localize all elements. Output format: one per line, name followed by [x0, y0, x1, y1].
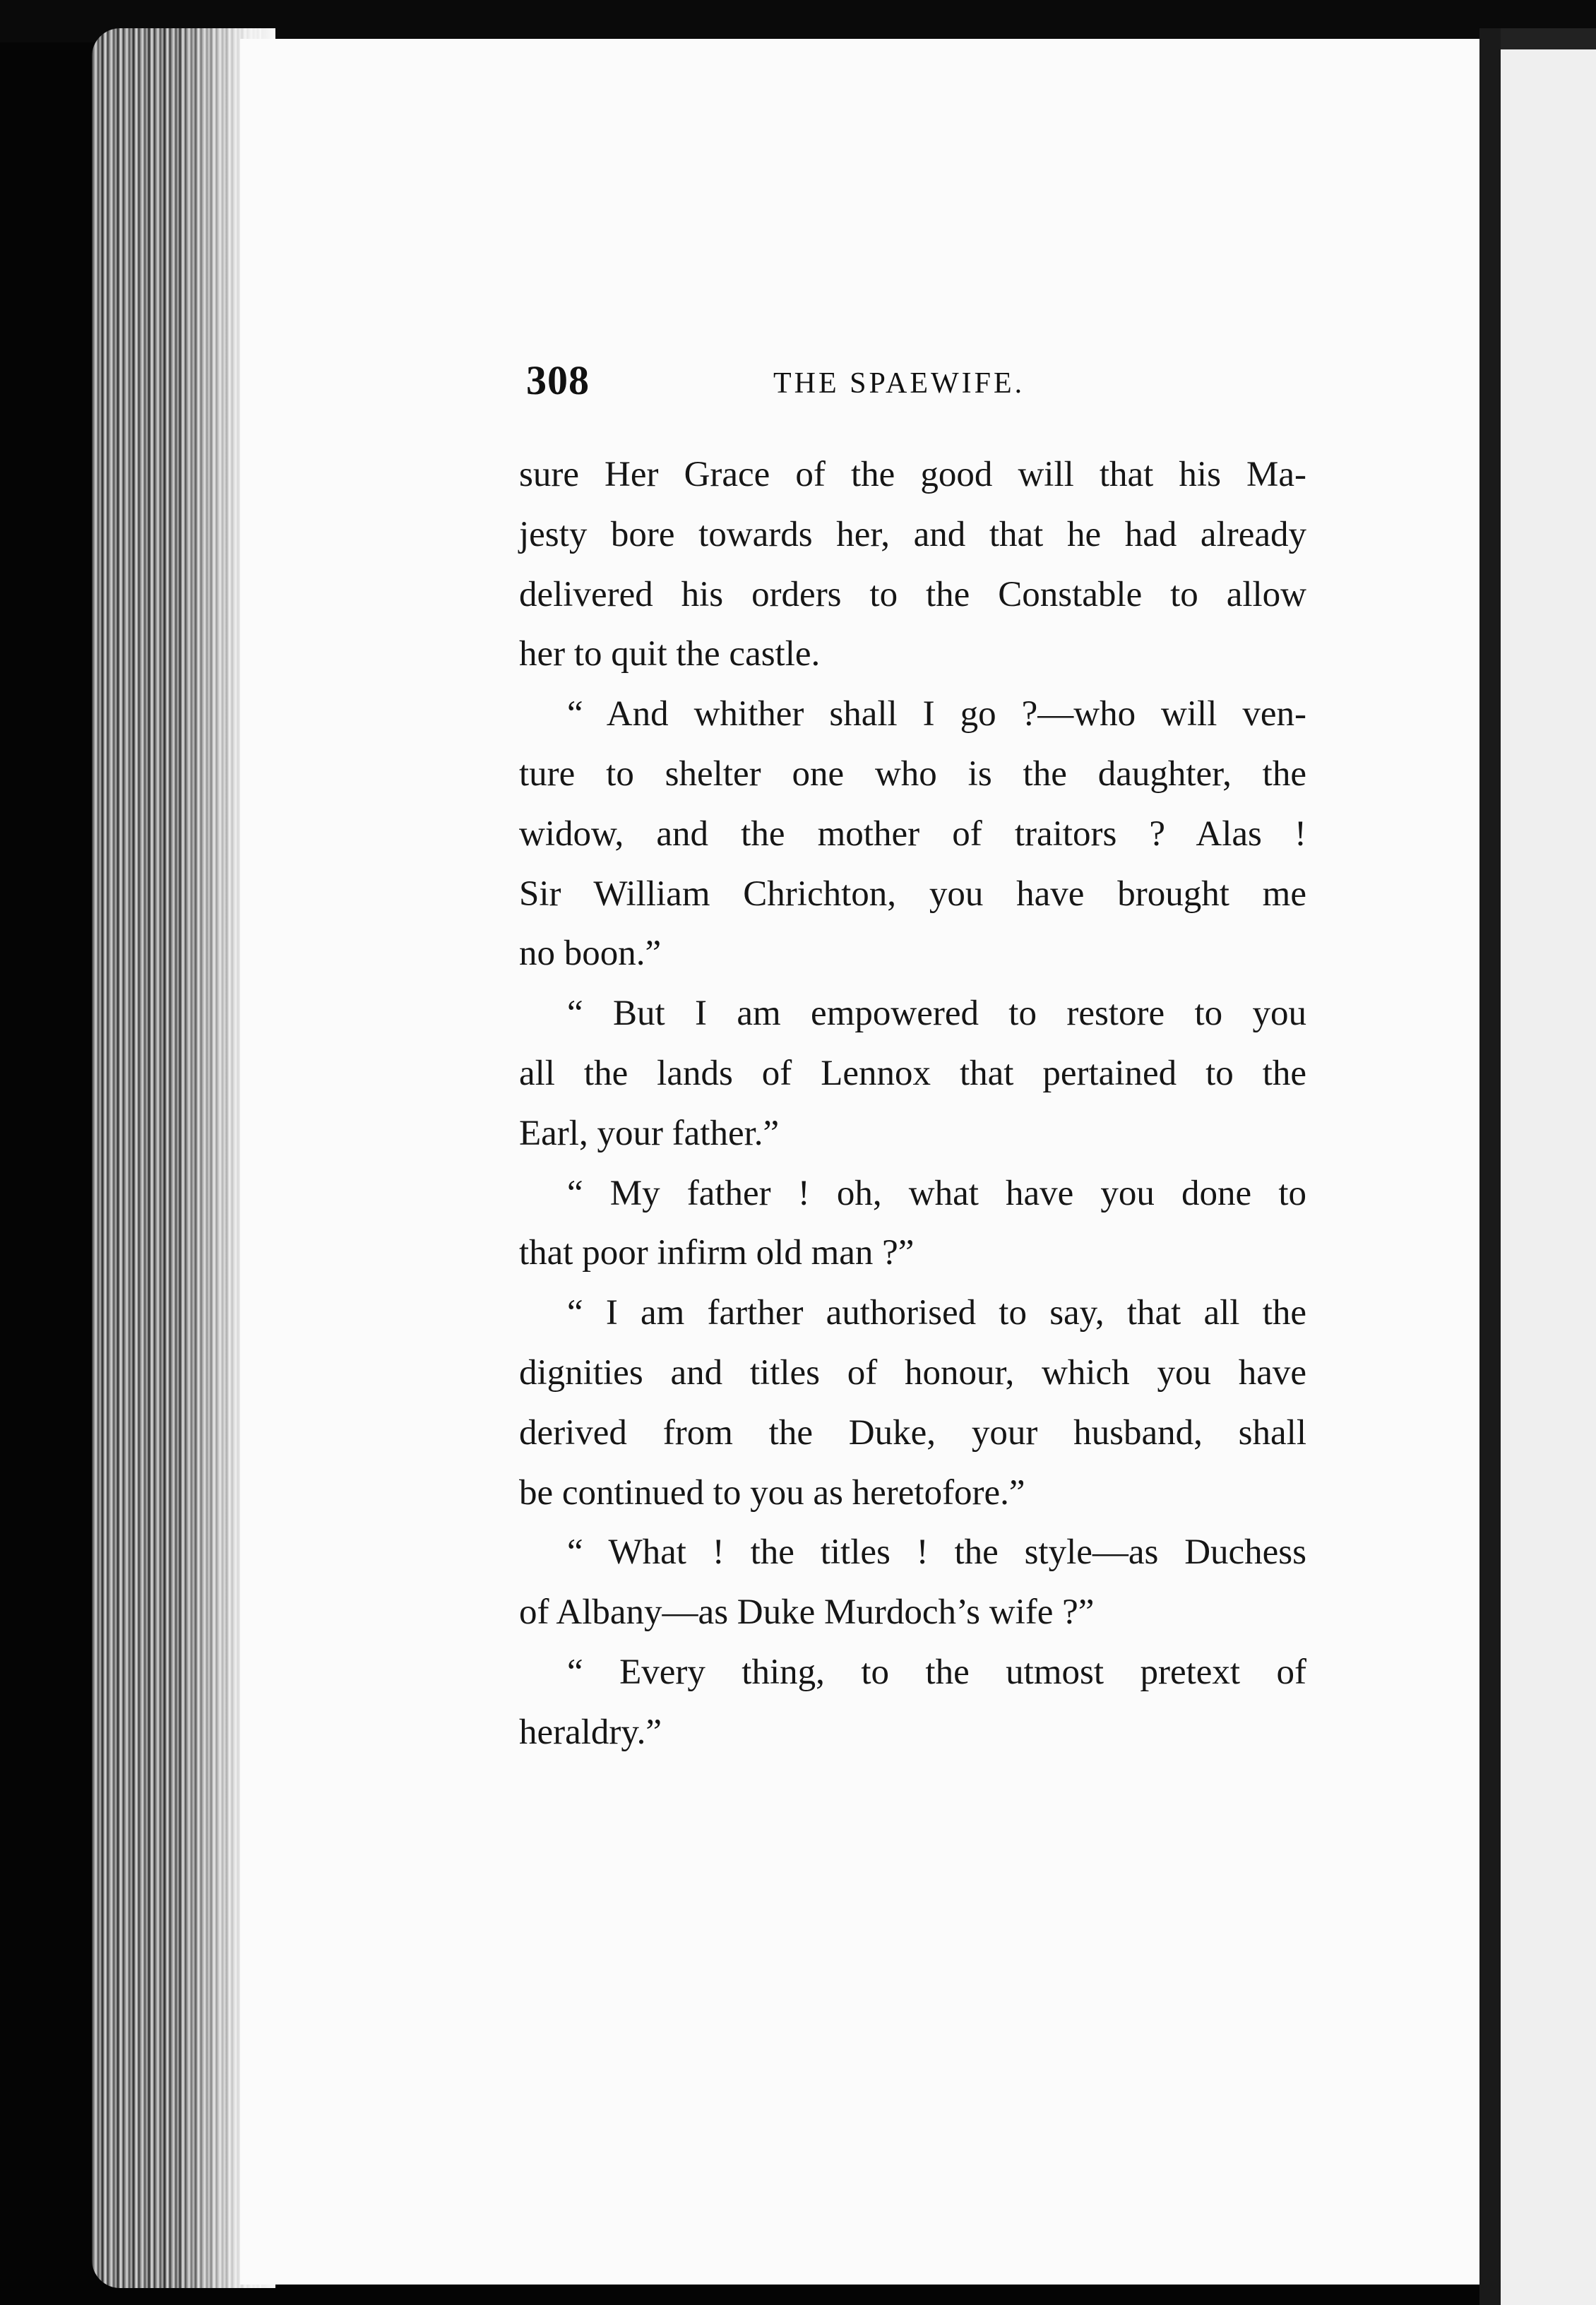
running-head: THE SPAEWIFE. [773, 367, 1025, 400]
next-page-edge [1501, 28, 1596, 49]
text-line: Sir William Chrichton, you have brought me [519, 874, 1306, 914]
text-line: “ What ! the titles ! the style—as Duchess [567, 1532, 1306, 1573]
book-gutter [1479, 28, 1501, 2305]
text-line: Earl, your father.” [519, 1113, 780, 1153]
text-line: derived from the Duke, your husband, shall [519, 1412, 1306, 1453]
text-line: “ Every thing, to the utmost pretext of [567, 1652, 1306, 1692]
text-line: sure Her Grace of the good will that his Ma- [519, 455, 1306, 494]
text-line: jesty bore towards her, and that he had already [519, 514, 1306, 554]
text-line: heraldry.” [519, 1712, 662, 1752]
text-line: be continued to you as heretofore.” [519, 1472, 1025, 1513]
text-line: that poor infirm old man ?” [519, 1233, 915, 1273]
page-number: 308 [526, 357, 590, 403]
text-line: ture to shelter one who is the daughter, the [519, 754, 1306, 794]
text-line: no boon.” [519, 934, 662, 974]
text-line: delivered his orders to the Constable to allow [519, 574, 1306, 614]
text-line: dignities and titles of honour, which you have [519, 1352, 1306, 1393]
text-line: widow, and the mother of traitors ? Alas ! [519, 814, 1306, 854]
body-text [519, 445, 1306, 1763]
text-line: “ I am farther authorised to say, that all the [567, 1293, 1306, 1333]
next-page-sliver [1501, 49, 1596, 2305]
text-line: all the lands of Lennox that pertained to the [519, 1053, 1306, 1093]
text-line: “ And whither shall I go ?—who will ven- [567, 694, 1306, 734]
text-line: of Albany—as Duke Murdoch’s wife ?” [519, 1592, 1095, 1633]
text-line: “ My father ! oh, what have you done to [567, 1173, 1306, 1213]
text-line: her to quit the castle. [519, 634, 821, 674]
page-header [526, 357, 1317, 420]
text-line: “ But I am empowered to restore to you [567, 994, 1306, 1034]
